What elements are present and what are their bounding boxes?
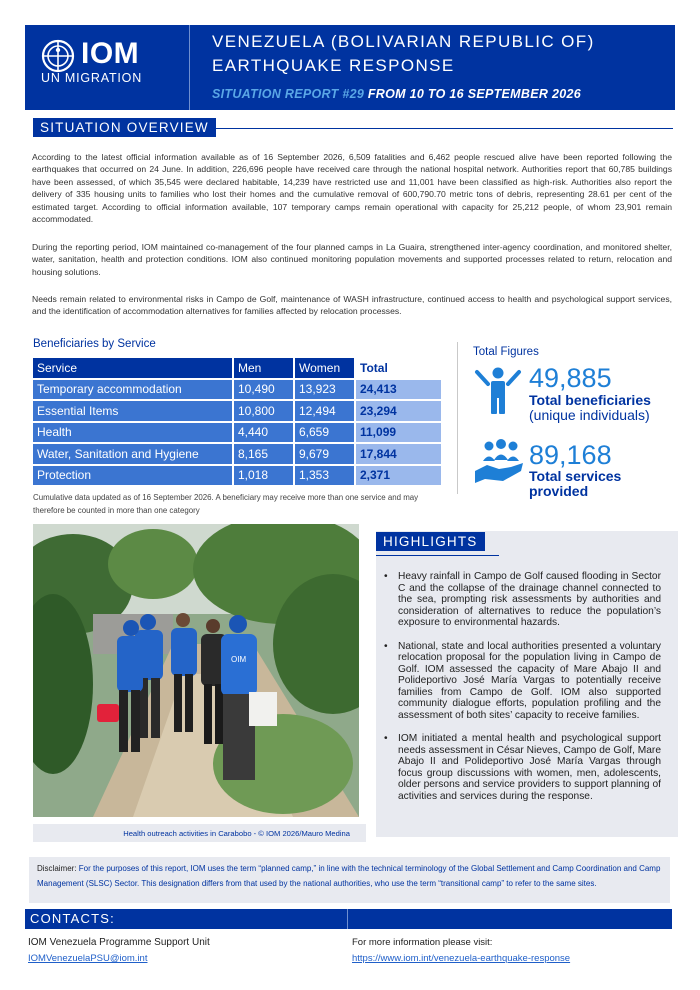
women-value: 9,679	[295, 444, 354, 464]
total-services-value: 89,168	[529, 440, 612, 470]
men-value: 8,165	[234, 444, 293, 464]
highlight-text: IOM initiated a mental health and psychological support needs assessment in César Nieves, Campo de Golf, Mare Abajo II and Polideportivo José María Vargas through focus group discussions with women, men, adolescents, older persons and service providers to support planning of activities and services during the response.	[398, 733, 661, 802]
header-men: Men	[234, 358, 293, 378]
men-value: 10,490	[234, 380, 293, 400]
service-name: Health	[33, 423, 232, 443]
report-header	[25, 25, 675, 110]
table-row	[33, 401, 441, 421]
highlights-list	[382, 571, 661, 814]
table-row	[33, 423, 441, 443]
total-value: 23,294	[356, 401, 441, 421]
men-value: 4,440	[234, 423, 293, 443]
services-label-line1: Total services	[529, 468, 622, 484]
women-value: 6,659	[295, 423, 354, 443]
service-name: Temporary accommodation	[33, 380, 232, 400]
report-dates: FROM 10 TO 16 SEPTEMBER 2026	[364, 87, 581, 101]
services-label-line2: provided	[529, 483, 589, 499]
overview-paragraph-3: Needs remain related to environmental risks in Campo de Golf, maintenance of WASH infrastructure, continued access to health and psychological support services, and the identification of accommodation alternatives for families affected by relocation processes.	[32, 294, 672, 317]
header-total: Total	[356, 358, 441, 378]
service-name: Water, Sanitation and Hygiene	[33, 444, 232, 464]
total-services-label	[529, 469, 621, 499]
logo-subtitle: UN MIGRATION	[41, 71, 143, 85]
beneficiaries-title: Beneficiaries by Service	[33, 338, 156, 350]
logo-wordmark: IOM	[81, 37, 140, 70]
iom-logo	[25, 25, 190, 110]
disclaimer-box	[29, 857, 670, 903]
title-line-2: EARTHQUAKE RESPONSE	[212, 56, 455, 75]
more-info-label: For more information please visit:	[352, 937, 493, 948]
shirt-text: OIM	[231, 655, 247, 664]
women-value: 12,494	[295, 401, 354, 421]
contacts-divider	[347, 909, 348, 929]
total-value: 24,413	[356, 380, 441, 400]
header-women: Women	[295, 358, 354, 378]
total-value: 2,371	[356, 466, 441, 486]
men-value: 1,018	[234, 466, 293, 486]
header-service: Service	[33, 358, 232, 378]
field-photo	[33, 524, 359, 817]
total-beneficiaries-label	[529, 393, 651, 423]
women-value: 13,923	[295, 380, 354, 400]
bullet-icon: •	[384, 571, 388, 582]
total-value: 17,844	[356, 444, 441, 464]
contact-unit: IOM Venezuela Programme Support Unit	[28, 937, 210, 948]
total-beneficiaries-value: 49,885	[529, 363, 612, 393]
person-icon	[473, 366, 523, 416]
women-value: 1,353	[295, 466, 354, 486]
bullet-icon: •	[384, 733, 388, 744]
list-item	[382, 641, 661, 722]
highlights-heading: HIGHLIGHTS	[376, 532, 485, 551]
list-item	[382, 571, 661, 629]
highlights-underline	[376, 555, 499, 556]
contacts-heading: CONTACTS:	[30, 911, 115, 926]
report-subtitle	[212, 87, 581, 101]
report-label: SITUATION REPORT #29	[212, 87, 365, 101]
services-hand-icon	[473, 439, 525, 485]
un-emblem-icon	[41, 39, 75, 73]
beneficiaries-table	[31, 356, 443, 487]
title-line-1: VENEZUELA (BOLIVARIAN REPUBLIC OF)	[212, 32, 595, 51]
overview-heading: SITUATION OVERVIEW	[33, 118, 216, 137]
service-name: Protection	[33, 466, 232, 486]
overview-paragraph-2: During the reporting period, IOM maintained co-management of the four planned camps in La Guaira, strengthened inter-agency coordination, and monitored shelter, water, sanitation, health and protection conditions. IOM also continued monitoring population movements and supported processes related to return, relocation and housing solutions.	[32, 242, 672, 277]
contacts-bar	[25, 909, 672, 929]
service-name: Essential Items	[33, 401, 232, 421]
table-row	[33, 380, 441, 400]
bullet-icon: •	[384, 640, 388, 652]
more-info-link[interactable]: https://www.iom.int/venezuela-earthquake-response	[352, 953, 571, 964]
disclaimer-text: For the purposes of this report, IOM uses the term “planned camp,” in line with the technical terminology of the Global Settlement and Camp Coordination and Camp Management (SLSC) Sector. This designation differs from that used by the national authorities, who use the term “transitional camp” to refer to the same sites.	[37, 864, 661, 888]
men-value: 10,800	[234, 401, 293, 421]
beneficiaries-note: Cumulative data updated as of 16 September 2026. A beneficiary may receive more than one service and may therefore be counted in more than one category	[33, 493, 419, 515]
figures-divider	[457, 342, 458, 494]
total-value: 11,099	[356, 423, 441, 443]
highlight-text: National, state and local authorities presented a voluntary relocation proposal for the population living in Campo de Golf. IOM assessed the capacity of Mare Abajo II and Polideportivo José María Vargas to potentially receive families from Campo de Golf. IOM also supported community dialogue efforts, population profiling and the assessment of both sites’ capacity to receive families.	[398, 640, 661, 721]
beneficiaries-label-main: Total beneficiaries	[529, 392, 651, 408]
table-row	[33, 444, 441, 464]
contact-email-link[interactable]: IOMVenezuelaPSU@iom.int	[28, 953, 148, 964]
total-figures-title: Total Figures	[473, 346, 539, 358]
overview-paragraph-1: According to the latest official information available as of 16 September 2026, 6,509 fatalities and 6,462 people rescued alive have been reported following the earthquakes that occurred on 24 June. In addition, 226,696 people have received care through the national hospital network. Authorities report that 60,785 buildings have been assessed, of which 35,545 were declared habitable, 14,239 have restricted use and 11,001 have been classified as high-risk. Authorities also report the delivery of 335 housing units to families who lost their homes and the cumulative removal of 600,790.70 metric tons of debris, representing 28.61 per cent of the estimated target. According to official information available, 107 temporary camps remain operational with capacity for 25,212 people, of whom 23,901 remain accommodated.	[32, 152, 672, 225]
report-title	[212, 30, 662, 78]
photo-caption: Health outreach activities in Carabobo - © IOM 2026/Mauro Medina	[33, 824, 366, 842]
disclaimer-label: Disclaimer:	[37, 864, 77, 873]
table-row	[33, 466, 441, 486]
highlight-text: Heavy rainfall in Campo de Golf caused flooding in Sector C and the collapse of the drainage channel connected to the sea, prompting risk assessments by authorities and consideration of alternatives to reduce the population’s exposure to environmental hazards.	[398, 571, 661, 628]
table-header-row	[33, 358, 441, 378]
list-item	[382, 733, 661, 802]
beneficiaries-label-sub: (unique individuals)	[529, 407, 650, 423]
